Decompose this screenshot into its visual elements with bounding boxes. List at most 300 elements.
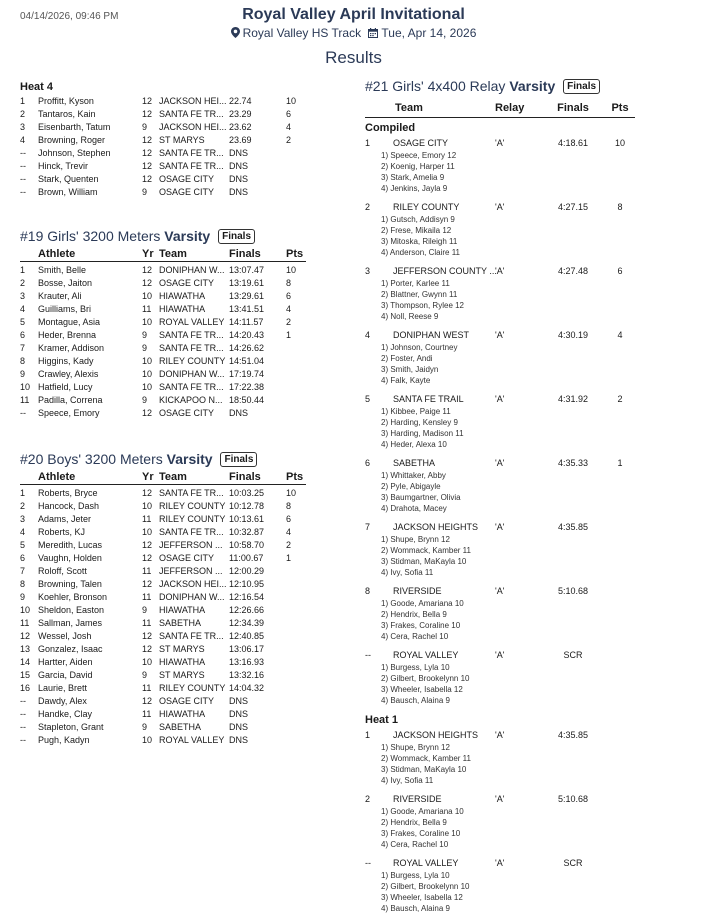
relay-leg-runner: 2) Pyle, Abigayle xyxy=(381,482,441,491)
table-row xyxy=(20,734,306,747)
place-cell: 3 xyxy=(20,291,26,301)
relay-leg-runner: 1) Goode, Amariana 10 xyxy=(381,807,464,816)
header-yr: Yr xyxy=(142,248,154,260)
mark-cell: 13:16.93 xyxy=(229,657,265,667)
table-row xyxy=(20,355,306,368)
team-cell: SANTA FE TR... xyxy=(159,527,224,537)
team-cell: SABETHA xyxy=(159,618,202,628)
place-cell: 10 xyxy=(20,382,31,392)
relay-leg-runner: 1) Gutsch, Addisyn 9 xyxy=(381,215,455,224)
mark-cell: 4:30.19 xyxy=(557,330,589,340)
points-cell: 6 xyxy=(286,291,292,301)
mark-cell: SCR xyxy=(563,858,583,868)
year-cell: 11 xyxy=(142,709,152,719)
relay-section-title: Heat 1 xyxy=(365,714,399,726)
points-cell xyxy=(286,591,306,604)
relay-leg-runner: 3) Thompson, Rylee 12 xyxy=(381,301,465,310)
place-cell: 7 xyxy=(20,566,26,576)
table-row xyxy=(20,500,306,513)
team-cell: HIAWATHA xyxy=(159,709,206,719)
athlete-name-cell: Crawley, Alexis xyxy=(38,369,99,379)
event19-table-header xyxy=(20,246,306,262)
relay-leg-runner: 3) Smith, Jaidyn xyxy=(381,365,439,374)
place-cell: -- xyxy=(20,148,26,158)
table-row xyxy=(20,108,320,121)
table-row xyxy=(20,656,306,669)
place-cell: 4 xyxy=(20,527,26,537)
year-cell: 10 xyxy=(142,382,153,392)
points-cell: 2 xyxy=(286,540,292,550)
athlete-name-cell: Sallman, James xyxy=(38,618,103,628)
relay-entry-row xyxy=(365,648,635,662)
table-row xyxy=(20,539,306,552)
event21-name: Girls' 4x400 Relay xyxy=(392,78,506,94)
header-finals: Finals xyxy=(229,248,261,260)
heat4-title: Heat 4 xyxy=(20,81,54,93)
place-cell: 2 xyxy=(365,202,371,212)
relay-leg-runner: 1) Shupe, Brynn 12 xyxy=(381,743,450,752)
table-row xyxy=(20,721,306,734)
relay-leg-runner: 2) Gilbert, Brookelynn 10 xyxy=(381,674,470,683)
athlete-name-cell: Pugh, Kadyn xyxy=(38,735,90,745)
year-cell: 12 xyxy=(142,540,153,550)
year-cell: 12 xyxy=(142,109,153,119)
points-cell xyxy=(286,617,306,630)
table-row xyxy=(20,368,306,381)
year-cell: 9 xyxy=(142,330,148,340)
points-cell xyxy=(605,648,635,662)
place-cell: 1 xyxy=(365,730,371,740)
table-row xyxy=(20,552,306,565)
points-cell xyxy=(286,630,306,643)
year-cell: 9 xyxy=(142,670,148,680)
table-row xyxy=(20,513,306,526)
points-cell: 2 xyxy=(286,317,292,327)
header-finals: Finals xyxy=(557,102,589,114)
points-cell: 4 xyxy=(286,304,292,314)
relay-cell: 'A' xyxy=(495,202,505,212)
points-cell: 6 xyxy=(617,266,623,276)
year-cell: 12 xyxy=(142,579,153,589)
points-cell xyxy=(605,856,635,870)
team-cell: ROYAL VALLEY xyxy=(159,735,225,745)
mark-cell: 10:58.70 xyxy=(229,540,265,550)
team-cell: ST MARYS xyxy=(159,135,205,145)
team-cell: OSAGE CITY xyxy=(159,696,215,706)
team-cell: JEFFERSON ... xyxy=(159,566,223,576)
mark-cell: 23.62 xyxy=(229,122,252,132)
team-cell: HIAWATHA xyxy=(159,291,206,301)
mark-cell: 11:00.67 xyxy=(229,553,264,563)
team-cell: DONIPHAN W... xyxy=(159,369,225,379)
relay-leg-runner: 3) Frakes, Coraline 10 xyxy=(381,829,461,838)
athlete-name-cell: Roberts, Bryce xyxy=(38,488,98,498)
place-cell: 3 xyxy=(365,266,371,276)
place-cell: -- xyxy=(20,187,26,197)
place-cell: -- xyxy=(365,650,371,660)
mark-cell: 14:51.04 xyxy=(229,356,265,366)
mark-cell: 4:35.85 xyxy=(557,522,589,532)
table-row xyxy=(20,381,306,394)
location-pin-icon xyxy=(231,27,240,38)
place-cell: -- xyxy=(365,858,371,868)
mark-cell: 14:26.62 xyxy=(229,343,265,353)
year-cell: 9 xyxy=(142,122,148,132)
points-cell: 2 xyxy=(617,394,623,404)
mark-cell: 13:29.61 xyxy=(229,291,265,301)
team-cell: HIAWATHA xyxy=(159,657,206,667)
team-cell: KICKAPOO N... xyxy=(159,395,223,405)
team-cell: SANTA FE TR... xyxy=(159,330,224,340)
event21-level: Varsity xyxy=(509,78,556,94)
points-cell xyxy=(286,381,306,394)
place-cell: -- xyxy=(20,735,26,745)
relay-leg-runner: 4) Ivy, Sofia 11 xyxy=(381,776,434,785)
table-row xyxy=(20,303,306,316)
points-cell: 8 xyxy=(286,278,292,288)
year-cell: 11 xyxy=(142,514,152,524)
team-cell: JEFFERSON ... xyxy=(159,540,223,550)
athlete-name-cell: Eisenbarth, Tatum xyxy=(38,122,111,132)
team-cell: DONIPHAN W... xyxy=(159,592,225,602)
mark-cell: 13:06.17 xyxy=(229,644,265,654)
place-cell: 5 xyxy=(20,317,26,327)
points-cell xyxy=(605,792,635,806)
relay-entry xyxy=(365,584,635,642)
event19-name: Girls' 3200 Meters xyxy=(47,228,161,244)
event21-title xyxy=(365,76,635,96)
relay-leg-runner: 1) Porter, Karlee 11 xyxy=(381,279,450,288)
event20-table-header xyxy=(20,469,306,485)
points-cell xyxy=(286,342,306,355)
mark-cell: 14:20.43 xyxy=(229,330,265,340)
table-row xyxy=(20,578,306,591)
athlete-name-cell: Heder, Brenna xyxy=(38,330,97,340)
relay-legs xyxy=(365,534,635,578)
athlete-name-cell: Speece, Emory xyxy=(38,408,100,418)
place-cell: 7 xyxy=(20,343,26,353)
year-cell: 12 xyxy=(142,174,153,184)
athlete-name-cell: Guilliams, Bri xyxy=(38,304,92,314)
relay-cell: 'A' xyxy=(495,138,505,148)
mark-cell: 14:11.57 xyxy=(229,317,264,327)
relay-legs xyxy=(365,598,635,642)
relay-entry xyxy=(365,200,635,258)
mark-cell: 22.74 xyxy=(229,96,252,106)
relay-leg-runner: 4) Ivy, Sofia 11 xyxy=(381,568,434,577)
relay-leg-runner: 1) Johnson, Courtney xyxy=(381,343,458,352)
header-team: Team xyxy=(159,248,187,260)
relay-leg-runner: 2) Hendrix, Bella 9 xyxy=(381,818,447,827)
venue-name[interactable]: Royal Valley HS Track xyxy=(242,26,362,40)
athlete-name-cell: Browning, Talen xyxy=(38,579,102,589)
relay-leg-runner: 2) Foster, Andi xyxy=(381,354,433,363)
team-cell: OSAGE CITY xyxy=(159,553,215,563)
team-cell: RILEY COUNTY xyxy=(393,202,460,212)
place-cell: 1 xyxy=(20,265,26,275)
team-cell: OSAGE CITY xyxy=(159,278,215,288)
year-cell: 12 xyxy=(142,135,153,145)
mark-cell: DNS xyxy=(229,174,249,184)
relay-cell: 'A' xyxy=(495,794,505,804)
relay-entry-row xyxy=(365,456,635,470)
place-cell: 11 xyxy=(20,395,30,405)
team-cell: OSAGE CITY xyxy=(393,138,449,148)
event21-results xyxy=(365,120,635,914)
year-cell: 11 xyxy=(142,304,152,314)
athlete-name-cell: Gonzalez, Isaac xyxy=(38,644,103,654)
header-yr: Yr xyxy=(142,471,154,483)
place-cell: 4 xyxy=(20,135,26,145)
points-cell: 10 xyxy=(286,265,297,275)
athlete-name-cell: Roloff, Scott xyxy=(38,566,87,576)
points-cell xyxy=(286,695,306,708)
year-cell: 12 xyxy=(142,631,153,641)
event20-number: #20 xyxy=(20,451,44,467)
athlete-name-cell: Wessel, Josh xyxy=(38,631,92,641)
event20-results xyxy=(20,487,306,747)
points-cell: 4 xyxy=(286,122,292,132)
relay-entry xyxy=(365,136,635,194)
mark-cell: 10:32.87 xyxy=(229,527,265,537)
place-cell: -- xyxy=(20,722,26,732)
points-cell xyxy=(286,669,306,682)
meet-date: Tue, Apr 14, 2026 xyxy=(381,26,477,40)
place-cell: 1 xyxy=(365,138,371,148)
header-team: Team xyxy=(395,102,423,114)
mark-cell: 5:10.68 xyxy=(557,794,589,804)
relay-leg-runner: 3) Harding, Madison 11 xyxy=(381,429,464,438)
points-cell xyxy=(286,407,306,420)
relay-leg-runner: 3) Wheeler, Isabella 12 xyxy=(381,893,463,902)
place-cell: 10 xyxy=(20,605,31,615)
team-cell: JACKSON HEIGHTS xyxy=(393,522,479,532)
team-cell: HIAWATHA xyxy=(159,304,206,314)
relay-leg-runner: 1) Burgess, Lyla 10 xyxy=(381,663,450,672)
place-cell: 2 xyxy=(20,109,26,119)
year-cell: 12 xyxy=(142,96,153,106)
points-cell: 1 xyxy=(617,458,623,468)
table-row xyxy=(20,342,306,355)
place-cell: 9 xyxy=(20,369,26,379)
team-cell: JACKSON HEI... xyxy=(159,96,227,106)
mark-cell: DNS xyxy=(229,722,249,732)
event19-level: Varsity xyxy=(164,228,211,244)
place-cell: 2 xyxy=(20,278,26,288)
relay-leg-runner: 4) Cera, Rachel 10 xyxy=(381,632,449,641)
year-cell: 10 xyxy=(142,369,153,379)
table-row xyxy=(20,329,306,342)
athlete-name-cell: Padilla, Correna xyxy=(38,395,103,405)
team-cell: ROYAL VALLEY xyxy=(393,650,459,660)
points-cell: 10 xyxy=(286,488,297,498)
event21-table-header xyxy=(365,98,635,118)
mark-cell: 17:22.38 xyxy=(229,382,265,392)
athlete-name-cell: Brown, William xyxy=(38,187,98,197)
place-cell: 11 xyxy=(20,618,30,628)
event19-finals-badge: Finals xyxy=(218,229,255,244)
team-cell: SANTA FE TR... xyxy=(159,488,224,498)
relay-legs xyxy=(365,406,635,450)
mark-cell: 10:03.25 xyxy=(229,488,265,498)
team-cell: SABETHA xyxy=(393,458,436,468)
results-heading: Results xyxy=(325,48,382,67)
athlete-name-cell: Johnson, Stephen xyxy=(38,148,111,158)
event19-number: #19 xyxy=(20,228,44,244)
mark-cell: 13:32.16 xyxy=(229,670,265,680)
event20-title xyxy=(20,449,306,469)
year-cell: 12 xyxy=(142,553,153,563)
mark-cell: 4:35.85 xyxy=(557,730,589,740)
year-cell: 12 xyxy=(142,148,153,158)
relay-legs xyxy=(365,742,635,786)
table-row xyxy=(20,526,306,539)
team-cell: JACKSON HEI... xyxy=(159,579,227,589)
mark-cell: 23.69 xyxy=(229,135,252,145)
place-cell: 6 xyxy=(365,458,371,468)
place-cell: 5 xyxy=(365,394,371,404)
table-row xyxy=(20,394,306,407)
heat4-section xyxy=(20,80,320,199)
table-row xyxy=(20,669,306,682)
relay-leg-runner: 3) Wheeler, Isabella 12 xyxy=(381,685,463,694)
team-cell: ROYAL VALLEY xyxy=(393,858,459,868)
heat4-results xyxy=(20,95,320,199)
team-cell: DONIPHAN WEST xyxy=(393,330,470,340)
relay-legs xyxy=(365,870,635,914)
table-row xyxy=(20,617,306,630)
year-cell: 11 xyxy=(142,618,152,628)
year-cell: 12 xyxy=(142,696,153,706)
athlete-name-cell: Sheldon, Easton xyxy=(38,605,105,615)
relay-leg-runner: 2) Hendrix, Bella 9 xyxy=(381,610,447,619)
athlete-name-cell: Bosse, Jaiton xyxy=(38,278,93,288)
year-cell: 10 xyxy=(142,291,153,301)
relay-leg-runner: 1) Burgess, Lyla 10 xyxy=(381,871,450,880)
relay-leg-runner: 2) Harding, Kensley 9 xyxy=(381,418,458,427)
team-cell: RILEY COUNTY xyxy=(159,514,226,524)
relay-leg-runner: 4) Falk, Kayte xyxy=(381,376,431,385)
table-row xyxy=(20,407,306,420)
relay-entry xyxy=(365,520,635,578)
table-row xyxy=(20,186,320,199)
year-cell: 12 xyxy=(142,161,153,171)
points-cell: 4 xyxy=(286,527,292,537)
place-cell: 3 xyxy=(20,122,26,132)
relay-entry-row xyxy=(365,584,635,598)
event20-name: Boys' 3200 Meters xyxy=(47,451,163,467)
athlete-name-cell: Stark, Quenten xyxy=(38,174,99,184)
points-cell xyxy=(286,160,306,173)
points-cell xyxy=(286,368,306,381)
mark-cell: SCR xyxy=(563,650,583,660)
relay-legs xyxy=(365,806,635,850)
mark-cell: 13:19.61 xyxy=(229,278,265,288)
relay-leg-runner: 4) Drahota, Macey xyxy=(381,504,447,513)
points-cell: 10 xyxy=(286,96,297,106)
relay-leg-runner: 2) Gilbert, Brookelynn 10 xyxy=(381,882,470,891)
athlete-name-cell: Browning, Roger xyxy=(38,135,106,145)
mark-cell: 10:13.61 xyxy=(229,514,265,524)
table-row xyxy=(20,316,306,329)
header-pts: Pts xyxy=(286,471,304,483)
table-row xyxy=(20,147,320,160)
athlete-name-cell: Tantaros, Kain xyxy=(38,109,96,119)
header-pts: Pts xyxy=(286,248,304,260)
table-row xyxy=(20,682,306,695)
relay-entry xyxy=(365,648,635,706)
athlete-name-cell: Garcia, David xyxy=(38,670,93,680)
team-cell: ROYAL VALLEY xyxy=(159,317,225,327)
relay-leg-runner: 4) Noll, Reese 9 xyxy=(381,312,439,321)
mark-cell: 12:26.66 xyxy=(229,605,265,615)
mark-cell: 4:27.15 xyxy=(557,202,589,212)
relay-entry-row xyxy=(365,520,635,534)
year-cell: 9 xyxy=(142,605,148,615)
points-cell: 8 xyxy=(286,501,292,511)
place-cell: 5 xyxy=(20,540,26,550)
points-cell xyxy=(286,734,306,747)
team-cell: RIVERSIDE xyxy=(393,794,442,804)
points-cell xyxy=(286,721,306,734)
points-cell xyxy=(286,656,306,669)
team-cell: RILEY COUNTY xyxy=(159,683,226,693)
athlete-name-cell: Kramer, Addison xyxy=(38,343,105,353)
team-cell: OSAGE CITY xyxy=(159,174,215,184)
athlete-name-cell: Vaughn, Holden xyxy=(38,553,102,563)
table-row xyxy=(20,695,306,708)
relay-entry-row xyxy=(365,200,635,214)
athlete-name-cell: Hatfield, Lucy xyxy=(38,382,93,392)
header-athlete: Athlete xyxy=(38,471,76,483)
relay-entry xyxy=(365,792,635,850)
team-cell: RILEY COUNTY xyxy=(159,356,226,366)
place-cell: 13 xyxy=(20,644,31,654)
relay-legs xyxy=(365,662,635,706)
relay-cell: 'A' xyxy=(495,522,505,532)
table-row xyxy=(20,591,306,604)
event20-level: Varsity xyxy=(166,451,213,467)
event19-section xyxy=(20,226,306,420)
year-cell: 9 xyxy=(142,343,148,353)
relay-leg-runner: 3) Frakes, Coraline 10 xyxy=(381,621,461,630)
team-cell: HIAWATHA xyxy=(159,605,206,615)
relay-entry xyxy=(365,456,635,514)
points-cell xyxy=(286,355,306,368)
year-cell: 12 xyxy=(142,278,153,288)
relay-leg-runner: 2) Koenig, Harper 11 xyxy=(381,162,455,171)
athlete-name-cell: Adams, Jeter xyxy=(38,514,92,524)
points-cell: 1 xyxy=(286,330,292,340)
points-cell xyxy=(286,578,306,591)
table-row xyxy=(20,487,306,500)
relay-leg-runner: 1) Shupe, Brynn 12 xyxy=(381,535,450,544)
mark-cell: DNS xyxy=(229,735,249,745)
table-row xyxy=(20,630,306,643)
mark-cell: 12:16.54 xyxy=(229,592,265,602)
relay-leg-runner: 1) Goode, Amariana 10 xyxy=(381,599,464,608)
year-cell: 10 xyxy=(142,527,153,537)
relay-leg-runner: 4) Jenkins, Jayla 9 xyxy=(381,184,448,193)
mark-cell: 12:34.39 xyxy=(229,618,265,628)
relay-leg-runner: 2) Wommack, Kamber 11 xyxy=(381,754,471,763)
team-cell: SANTA FE TR... xyxy=(159,343,224,353)
relay-leg-runner: 2) Blattner, Gwynn 11 xyxy=(381,290,458,299)
mark-cell: DNS xyxy=(229,696,249,706)
mark-cell: 12:00.29 xyxy=(229,566,265,576)
relay-cell: 'A' xyxy=(495,458,505,468)
relay-leg-runner: 1) Whittaker, Abby xyxy=(381,471,446,480)
